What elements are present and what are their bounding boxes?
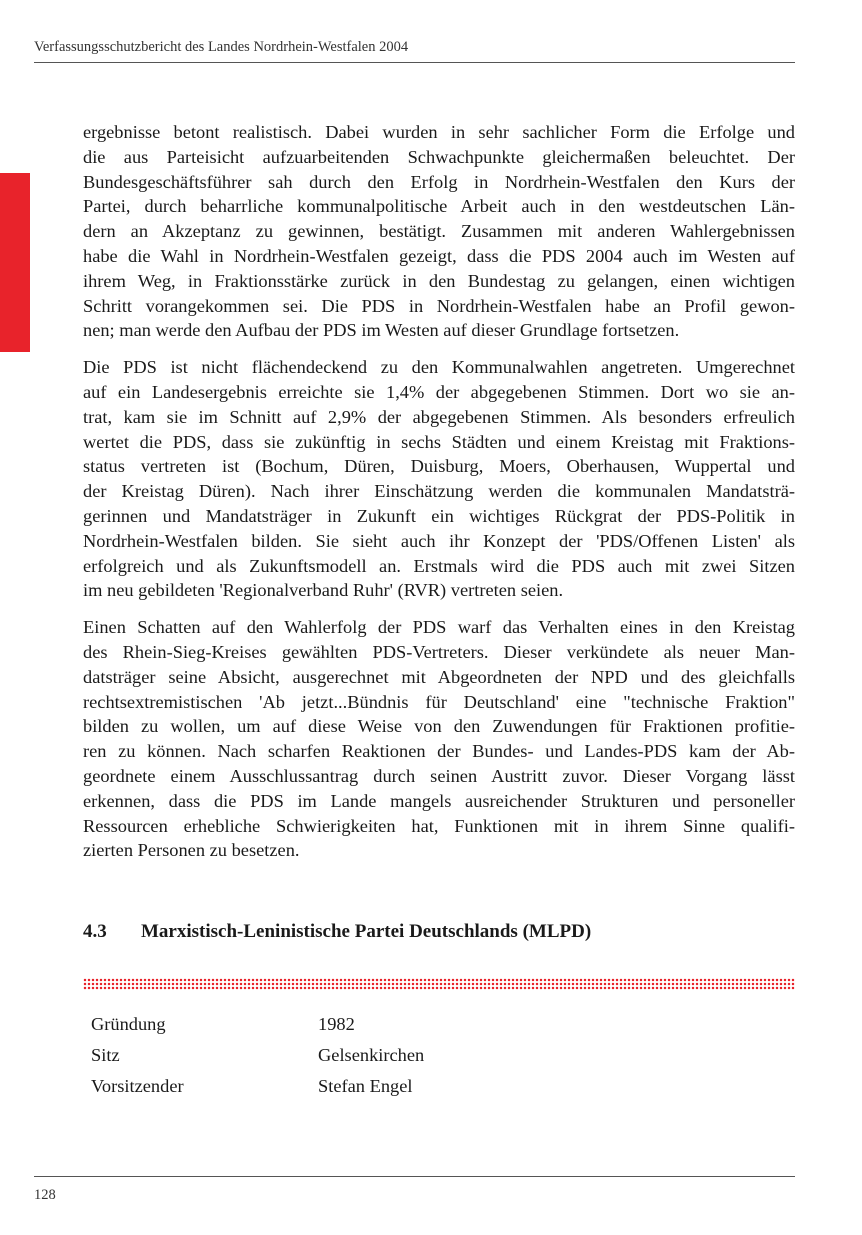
text-line: wertet die PDS, dass sie zukünftig in sechs Städten und einem Kreistag mit Fraktions-: [83, 431, 795, 452]
section-number: 4.3: [83, 921, 107, 942]
text-line: erkennen, dass die PDS im Lande mangels ausreichender Strukturen und personeller: [83, 790, 795, 811]
text-line: Ressourcen erhebliche Schwierigkeiten hat, Funktionen mit in ihrem Sinne qualifi-: [83, 815, 795, 836]
text-line: gerinnen und Mandatsträger in Zukunft ein wichtiges Rückgrat der PDS-Politik in: [83, 505, 795, 526]
page-header-title: Verfassungsschutzbericht des Landes Nordrhein-Westfalen 2004: [34, 39, 409, 55]
text-line: Nordrhein-Westfalen bilden. Sie sieht auch ihr Konzept der 'PDS/Offenen Listen' als: [83, 530, 795, 551]
fact-label: Sitz: [91, 1045, 120, 1065]
fact-value: Gelsenkirchen: [318, 1045, 425, 1065]
text-line: Bundesgeschäftsführer sah durch den Erfolg in Nordrhein-Westfalen den Kurs der: [83, 171, 795, 192]
text-line: ren zu können. Nach scharfen Reaktionen der Bundes- und Landes-PDS kam der Ab-: [83, 741, 795, 762]
text-line: ergebnisse betont realistisch. Dabei wurden in sehr sachlicher Form die Erfolge und: [83, 122, 795, 142]
text-line: geordnete einem Ausschlussantrag durch seinen Austritt zuvor. Dieser Vorgang lässt: [83, 765, 795, 786]
text-line: Einen Schatten auf den Wahlerfolg der PDS warf das Verhalten eines in den Kreistag: [83, 617, 795, 638]
body-paragraph: [83, 355, 795, 603]
text-line: dern an Akzeptanz zu gewinnen, bestätigt. Zusammen mit anderen Wahlergebnissen: [83, 221, 795, 242]
text-line: zierten Personen zu besetzen.: [83, 840, 300, 861]
body-paragraph: [83, 615, 795, 863]
fact-value: Stefan Engel: [318, 1076, 413, 1096]
text-line: der Kreistag Düren). Nach ihrer Einschätzung werden die kommunalen Mandatsträ-: [83, 481, 795, 502]
text-line: ihrem Weg, in Fraktionsstärke zurück in den Bundestag zu gelangen, einen wichtigen: [83, 270, 795, 291]
text-line: im neu gebildeten 'Regionalverband Ruhr' (RVR) vertreten seien.: [83, 580, 564, 601]
fact-value: 1982: [318, 1014, 355, 1034]
text-line: bilden zu wollen, um auf diese Weise von den Zuwendungen für Fraktionen profitie-: [83, 716, 795, 737]
chapter-side-marker: [0, 173, 30, 352]
text-line: status vertreten ist (Bochum, Düren, Duisburg, Moers, Oberhausen, Wuppertal und: [83, 456, 795, 477]
text-line: auf ein Landesergebnis erreichte sie 1,4% der abgegebenen Stimmen. Dort wo sie an-: [83, 381, 795, 402]
text-line: datsträger seine Absicht, ausgerechnet mit Abgeordneten der NPD und des gleichfalls: [83, 666, 795, 687]
body-text: [83, 120, 795, 875]
text-line: Partei, durch beharrliche kommunalpolitische Arbeit auch in den westdeutschen Län-: [83, 196, 795, 217]
body-paragraph: [83, 120, 795, 343]
text-line: rechtsextremistischen 'Ab jetzt...Bündnis für Deutschland' eine "technische Fraktion": [83, 691, 795, 712]
facts-table: [91, 1014, 424, 1107]
text-line: Die PDS ist nicht flächendeckend zu den Kommunalwahlen angetreten. Umgerechnet: [83, 357, 795, 378]
text-line: nen; man werde den Aufbau der PDS im Westen auf dieser Grundlage fortsetzen.: [83, 320, 680, 341]
page-number: 128: [34, 1187, 56, 1203]
fact-label: Vorsitzender: [91, 1076, 184, 1096]
text-line: erfolgreich und als Zukunftsmodell an. Erstmals wird die PDS auch mit zwei Sitzen: [83, 555, 795, 576]
header-rule: [34, 62, 795, 63]
text-line: Schritt vorangekommen sei. Die PDS in Nordrhein-Westfalen habe an Profil gewon-: [83, 295, 795, 316]
fact-row: [91, 1045, 424, 1076]
footer-rule: [34, 1176, 795, 1177]
section-heading: [83, 921, 591, 943]
text-line: trat, kam sie im Schnitt auf 2,9% der abgegebenen Stimmen. Als besonders erfreulich: [83, 406, 795, 427]
text-line: habe die Wahl in Nordrhein-Westfalen gezeigt, dass die PDS 2004 auch im Westen auf: [83, 245, 795, 266]
fact-row: [91, 1014, 424, 1045]
text-line: des Rhein-Sieg-Kreises gewählten PDS-Vertreters. Dieser verkündete als neuer Man-: [83, 641, 795, 662]
fact-label: Gründung: [91, 1014, 166, 1034]
section-title: Marxistisch-Leninistische Partei Deutschlands (MLPD): [141, 921, 592, 942]
fact-row: [91, 1076, 424, 1107]
dotted-separator: [83, 978, 795, 990]
text-line: die aus Parteisicht aufzuarbeitenden Schwachpunkte gleichermaßen beleuchtet. Der: [83, 146, 795, 167]
